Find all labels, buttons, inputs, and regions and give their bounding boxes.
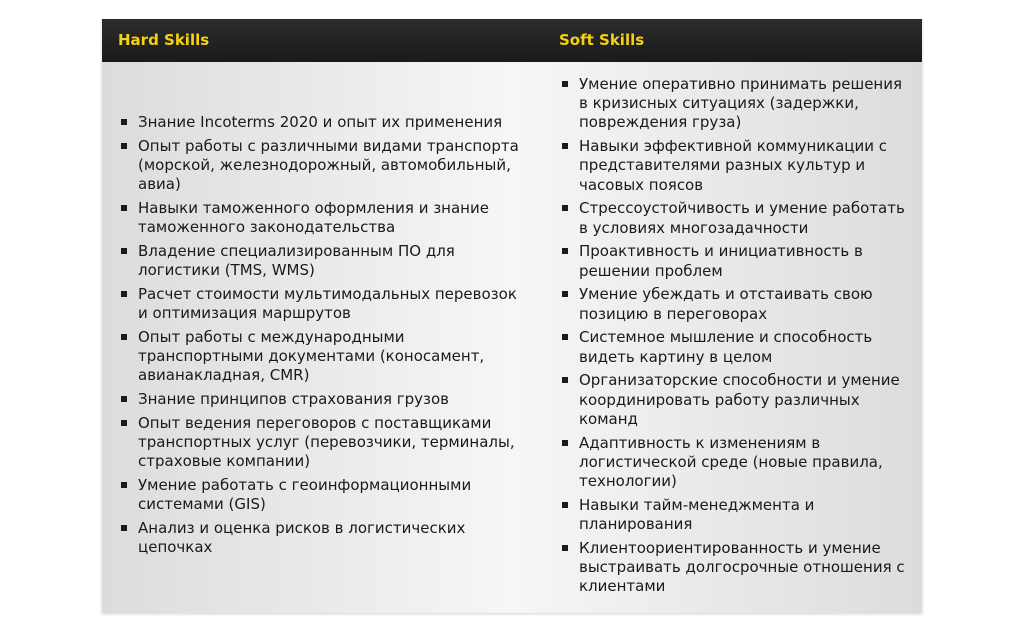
list-item bbox=[118, 137, 528, 195]
bullet-icon bbox=[121, 205, 127, 211]
soft-skills-list bbox=[559, 75, 914, 601]
skill-text: Умение убеждать и отстаивать свою позицию в переговорах bbox=[579, 285, 873, 323]
skill-text: Анализ и оценка рисков в логистических цепочках bbox=[138, 519, 466, 557]
skill-text: Проактивность и инициативность в решении проблем bbox=[579, 242, 863, 280]
skill-text: Навыки эффективной коммуникации с представителями разных культур и часовых поясов bbox=[579, 137, 888, 194]
list-item bbox=[559, 75, 914, 133]
bullet-icon bbox=[562, 377, 568, 383]
bullet-icon bbox=[121, 334, 127, 340]
skill-text: Знание принципов страхования грузов bbox=[138, 390, 450, 409]
bullet-icon bbox=[121, 420, 127, 426]
bullet-icon bbox=[121, 482, 127, 488]
list-item bbox=[118, 519, 528, 557]
skill-text: Знание Incoterms 2020 и опыт их применения bbox=[138, 113, 503, 131]
list-item bbox=[118, 199, 528, 237]
skill-text: Стрессоустойчивость и умение работать в условиях многозадачности bbox=[579, 199, 905, 237]
list-item bbox=[118, 113, 528, 132]
bullet-icon bbox=[562, 81, 568, 87]
skill-text: Навыки тайм-менеджмента и планирования bbox=[579, 495, 815, 534]
skill-text: Владение специализированным ПО для логистики (TMS, WMS) bbox=[138, 242, 455, 280]
bullet-icon bbox=[121, 291, 127, 297]
skill-text: Организаторские способности и умение координировать работу различных команд bbox=[579, 371, 900, 428]
bullet-icon bbox=[121, 525, 127, 531]
hard-skills-title: Hard Skills bbox=[118, 31, 210, 49]
list-item bbox=[118, 390, 528, 409]
list-item bbox=[559, 199, 914, 237]
list-item bbox=[559, 434, 914, 492]
bullet-icon bbox=[562, 545, 568, 551]
bullet-icon bbox=[121, 396, 127, 402]
list-item bbox=[559, 328, 914, 366]
skill-text: Опыт ведения переговоров с поставщиками транспортных услуг (перевозчики, терминалы, страховые компании) bbox=[138, 414, 515, 471]
bullet-icon bbox=[562, 205, 568, 211]
list-item bbox=[559, 371, 914, 429]
bullet-icon bbox=[562, 334, 568, 340]
bullet-icon bbox=[121, 143, 127, 149]
skill-text: Умение работать с геоинформационными системами (GIS) bbox=[138, 476, 472, 514]
hard-skills-list bbox=[118, 113, 528, 562]
skill-text: Адаптивность к изменениям в логистической среде (новые правила, технологии) bbox=[579, 433, 883, 491]
bullet-icon bbox=[562, 143, 568, 149]
list-item bbox=[118, 328, 528, 386]
list-item bbox=[559, 539, 914, 597]
skill-text: Расчет стоимости мультимодальных перевозок и оптимизация маршрутов bbox=[138, 285, 517, 323]
soft-skills-title: Soft Skills bbox=[559, 31, 645, 49]
bullet-icon bbox=[562, 248, 568, 254]
skill-text: Опыт работы с международными транспортными документами (коносамент, авианакладная, CMR) bbox=[138, 328, 485, 385]
list-item bbox=[118, 285, 528, 323]
list-item bbox=[559, 285, 914, 323]
skill-text: Опыт работы с различными видами транспорта (морской, железнодорожный, автомобильный, авиа) bbox=[138, 136, 519, 194]
skill-text: Умение оперативно принимать решения в кризисных ситуациях (задержки, повреждения груза) bbox=[579, 75, 903, 132]
table-header bbox=[102, 19, 922, 62]
skill-text: Навыки таможенного оформления и знание таможенного законодательства bbox=[138, 199, 489, 237]
list-item bbox=[559, 137, 914, 195]
bullet-icon bbox=[562, 440, 568, 446]
bullet-icon bbox=[562, 502, 568, 508]
list-item bbox=[559, 242, 914, 280]
list-item bbox=[118, 242, 528, 280]
skill-text: Системное мышление и способность видеть картину в целом bbox=[579, 328, 873, 366]
list-item bbox=[118, 476, 528, 514]
bullet-icon bbox=[121, 248, 127, 254]
bullet-icon bbox=[121, 119, 127, 125]
bullet-icon bbox=[562, 291, 568, 297]
list-item bbox=[559, 496, 914, 534]
skill-text: Клиентоориентированность и умение выстраивать долгосрочные отношения с клиентами bbox=[579, 538, 905, 596]
list-item bbox=[118, 414, 528, 472]
skills-table bbox=[102, 19, 922, 613]
